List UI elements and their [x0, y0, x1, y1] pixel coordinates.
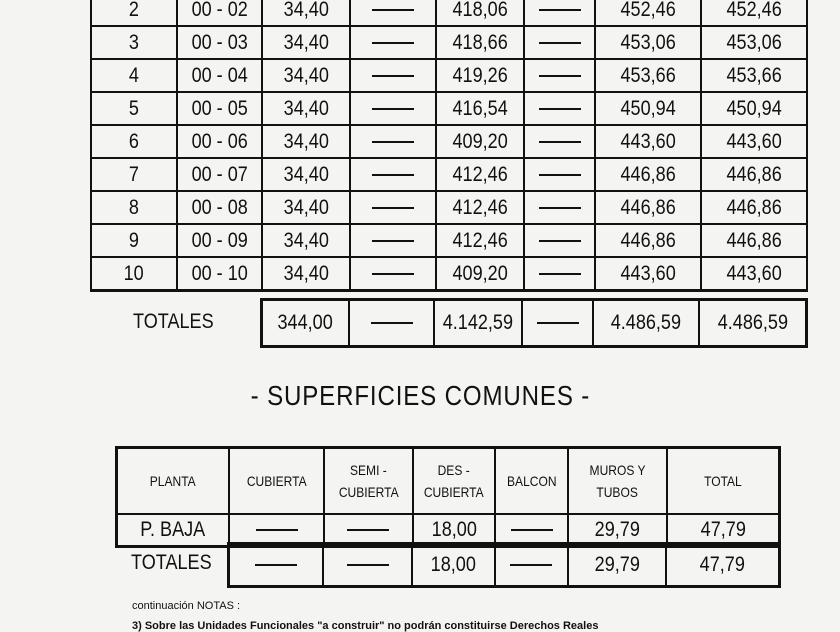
planta-cell: P. BAJA [117, 514, 230, 547]
notes-line: 3) Sobre las Unidades Funcionales "a construir" no podrán constituirse Derechos Reales [132, 620, 599, 632]
unit-number-cell: 5 [91, 92, 177, 125]
area-cell: 443,60 [595, 257, 701, 291]
dash-cell [524, 125, 596, 158]
area-cell: 34,40 [262, 224, 350, 257]
descubierta-total-cell: 18,00 [412, 544, 495, 587]
unit-id-cell: 00 - 10 [177, 257, 263, 291]
total-cell: 446,86 [701, 191, 807, 224]
totals-cell: 4.486,59 [699, 300, 807, 347]
area-cell: 443,60 [595, 125, 701, 158]
dash-cell [524, 26, 596, 59]
unit-number-cell: 8 [91, 191, 177, 224]
area-cell: 453,66 [595, 59, 701, 92]
dash-cell [524, 59, 596, 92]
common-areas-table [115, 446, 781, 548]
unit-id-cell: 00 - 08 [177, 191, 263, 224]
dash-cell [524, 224, 596, 257]
descubierta-cell: 18,00 [413, 514, 496, 547]
unit-number-cell: 9 [91, 224, 177, 257]
area-cell: 416,54 [436, 92, 524, 125]
area-cell: 34,40 [262, 26, 350, 59]
dash-cell [350, 26, 436, 59]
dash-cell [524, 92, 596, 125]
common-header-row [117, 448, 780, 515]
dash-cell [524, 0, 596, 26]
area-cell: 412,46 [436, 224, 524, 257]
unit-id-cell: 00 - 04 [177, 59, 263, 92]
area-cell: 418,06 [436, 0, 524, 26]
unit-id-cell: 00 - 07 [177, 158, 263, 191]
units-totals-label: TOTALES [133, 310, 214, 333]
total-cell: 452,46 [701, 0, 807, 26]
unit-row [91, 125, 807, 158]
dash-cell [349, 300, 434, 347]
area-cell: 418,66 [436, 26, 524, 59]
totals-cell: 4.486,59 [593, 300, 699, 347]
units-totals-row [262, 300, 807, 347]
dash-cell [350, 0, 436, 26]
common-header-cell: BALCON [495, 448, 568, 515]
common-header-cell: DES - CUBIERTA [413, 448, 496, 515]
unit-row [91, 0, 807, 26]
area-cell: 453,06 [595, 26, 701, 59]
area-cell: 34,40 [262, 125, 350, 158]
dash-cell [350, 191, 436, 224]
unit-row [91, 59, 807, 92]
unit-row [91, 191, 807, 224]
unit-row [91, 257, 807, 291]
total-cell: 450,94 [701, 92, 807, 125]
common-header-cell: MUROS Y TUBOS [568, 448, 667, 515]
area-cell: 34,40 [262, 257, 350, 291]
common-totals-label: TOTALES [131, 551, 212, 574]
unit-number-cell: 6 [91, 125, 177, 158]
notes-title: continuación NOTAS : [132, 600, 241, 612]
area-cell: 446,86 [595, 158, 701, 191]
unit-id-cell: 00 - 03 [177, 26, 263, 59]
dash-cell [350, 125, 436, 158]
area-cell: 446,86 [595, 224, 701, 257]
area-cell: 34,40 [262, 0, 350, 26]
unit-id-cell: 00 - 06 [177, 125, 263, 158]
unit-number-cell: 2 [91, 0, 177, 26]
dash-cell [524, 191, 596, 224]
area-cell: 452,46 [595, 0, 701, 26]
unit-id-cell: 00 - 09 [177, 224, 263, 257]
common-totals-table [227, 542, 781, 588]
total-cell: 446,86 [701, 224, 807, 257]
area-cell: 409,20 [436, 257, 524, 291]
dash-cell [524, 158, 596, 191]
common-header-cell: PLANTA [117, 448, 230, 515]
unit-number-cell: 7 [91, 158, 177, 191]
area-cell: 409,20 [436, 125, 524, 158]
area-cell: 34,40 [262, 191, 350, 224]
unit-number-cell: 10 [91, 257, 177, 291]
totals-cell: 4.142,59 [434, 300, 522, 347]
dash-cell [350, 92, 436, 125]
dash-cell [350, 158, 436, 191]
dash-cell [323, 544, 412, 587]
unit-number-cell: 4 [91, 59, 177, 92]
area-cell: 34,40 [262, 158, 350, 191]
total-cell: 47,79 [667, 514, 780, 547]
total-cell: 453,06 [701, 26, 807, 59]
section-title: - SUPERFICIES COMUNES - [250, 380, 590, 411]
totals-cell: 344,00 [262, 300, 350, 347]
area-cell: 450,94 [595, 92, 701, 125]
unit-number-cell: 3 [91, 26, 177, 59]
unit-id-cell: 00 - 05 [177, 92, 263, 125]
unit-row [91, 224, 807, 257]
common-header-cell: TOTAL [667, 448, 780, 515]
area-cell: 419,26 [436, 59, 524, 92]
dash-cell [522, 300, 593, 347]
muros-total-cell: 29,79 [568, 544, 667, 587]
unit-id-cell: 00 - 02 [177, 0, 263, 26]
dash-cell [350, 59, 436, 92]
total-cell: 453,66 [701, 59, 807, 92]
dash-cell [350, 224, 436, 257]
common-header-cell: SEMI - CUBIERTA [324, 448, 413, 515]
area-cell: 412,46 [436, 191, 524, 224]
area-cell: 412,46 [436, 158, 524, 191]
units-table [90, 0, 808, 292]
dash-cell [495, 544, 568, 587]
total-cell: 446,86 [701, 158, 807, 191]
total-cell: 443,60 [701, 125, 807, 158]
area-cell: 34,40 [262, 92, 350, 125]
area-cell: 34,40 [262, 59, 350, 92]
unit-row [91, 92, 807, 125]
unit-row [91, 26, 807, 59]
muros-cell: 29,79 [568, 514, 667, 547]
common-totals-row [229, 544, 780, 587]
total-cell: 443,60 [701, 257, 807, 291]
units-totals-table [260, 298, 808, 348]
dash-cell [524, 257, 596, 291]
total-total-cell: 47,79 [666, 544, 779, 587]
dash-cell [229, 544, 324, 587]
unit-row [91, 158, 807, 191]
dash-cell [350, 257, 436, 291]
area-cell: 446,86 [595, 191, 701, 224]
common-header-cell: CUBIERTA [229, 448, 324, 515]
